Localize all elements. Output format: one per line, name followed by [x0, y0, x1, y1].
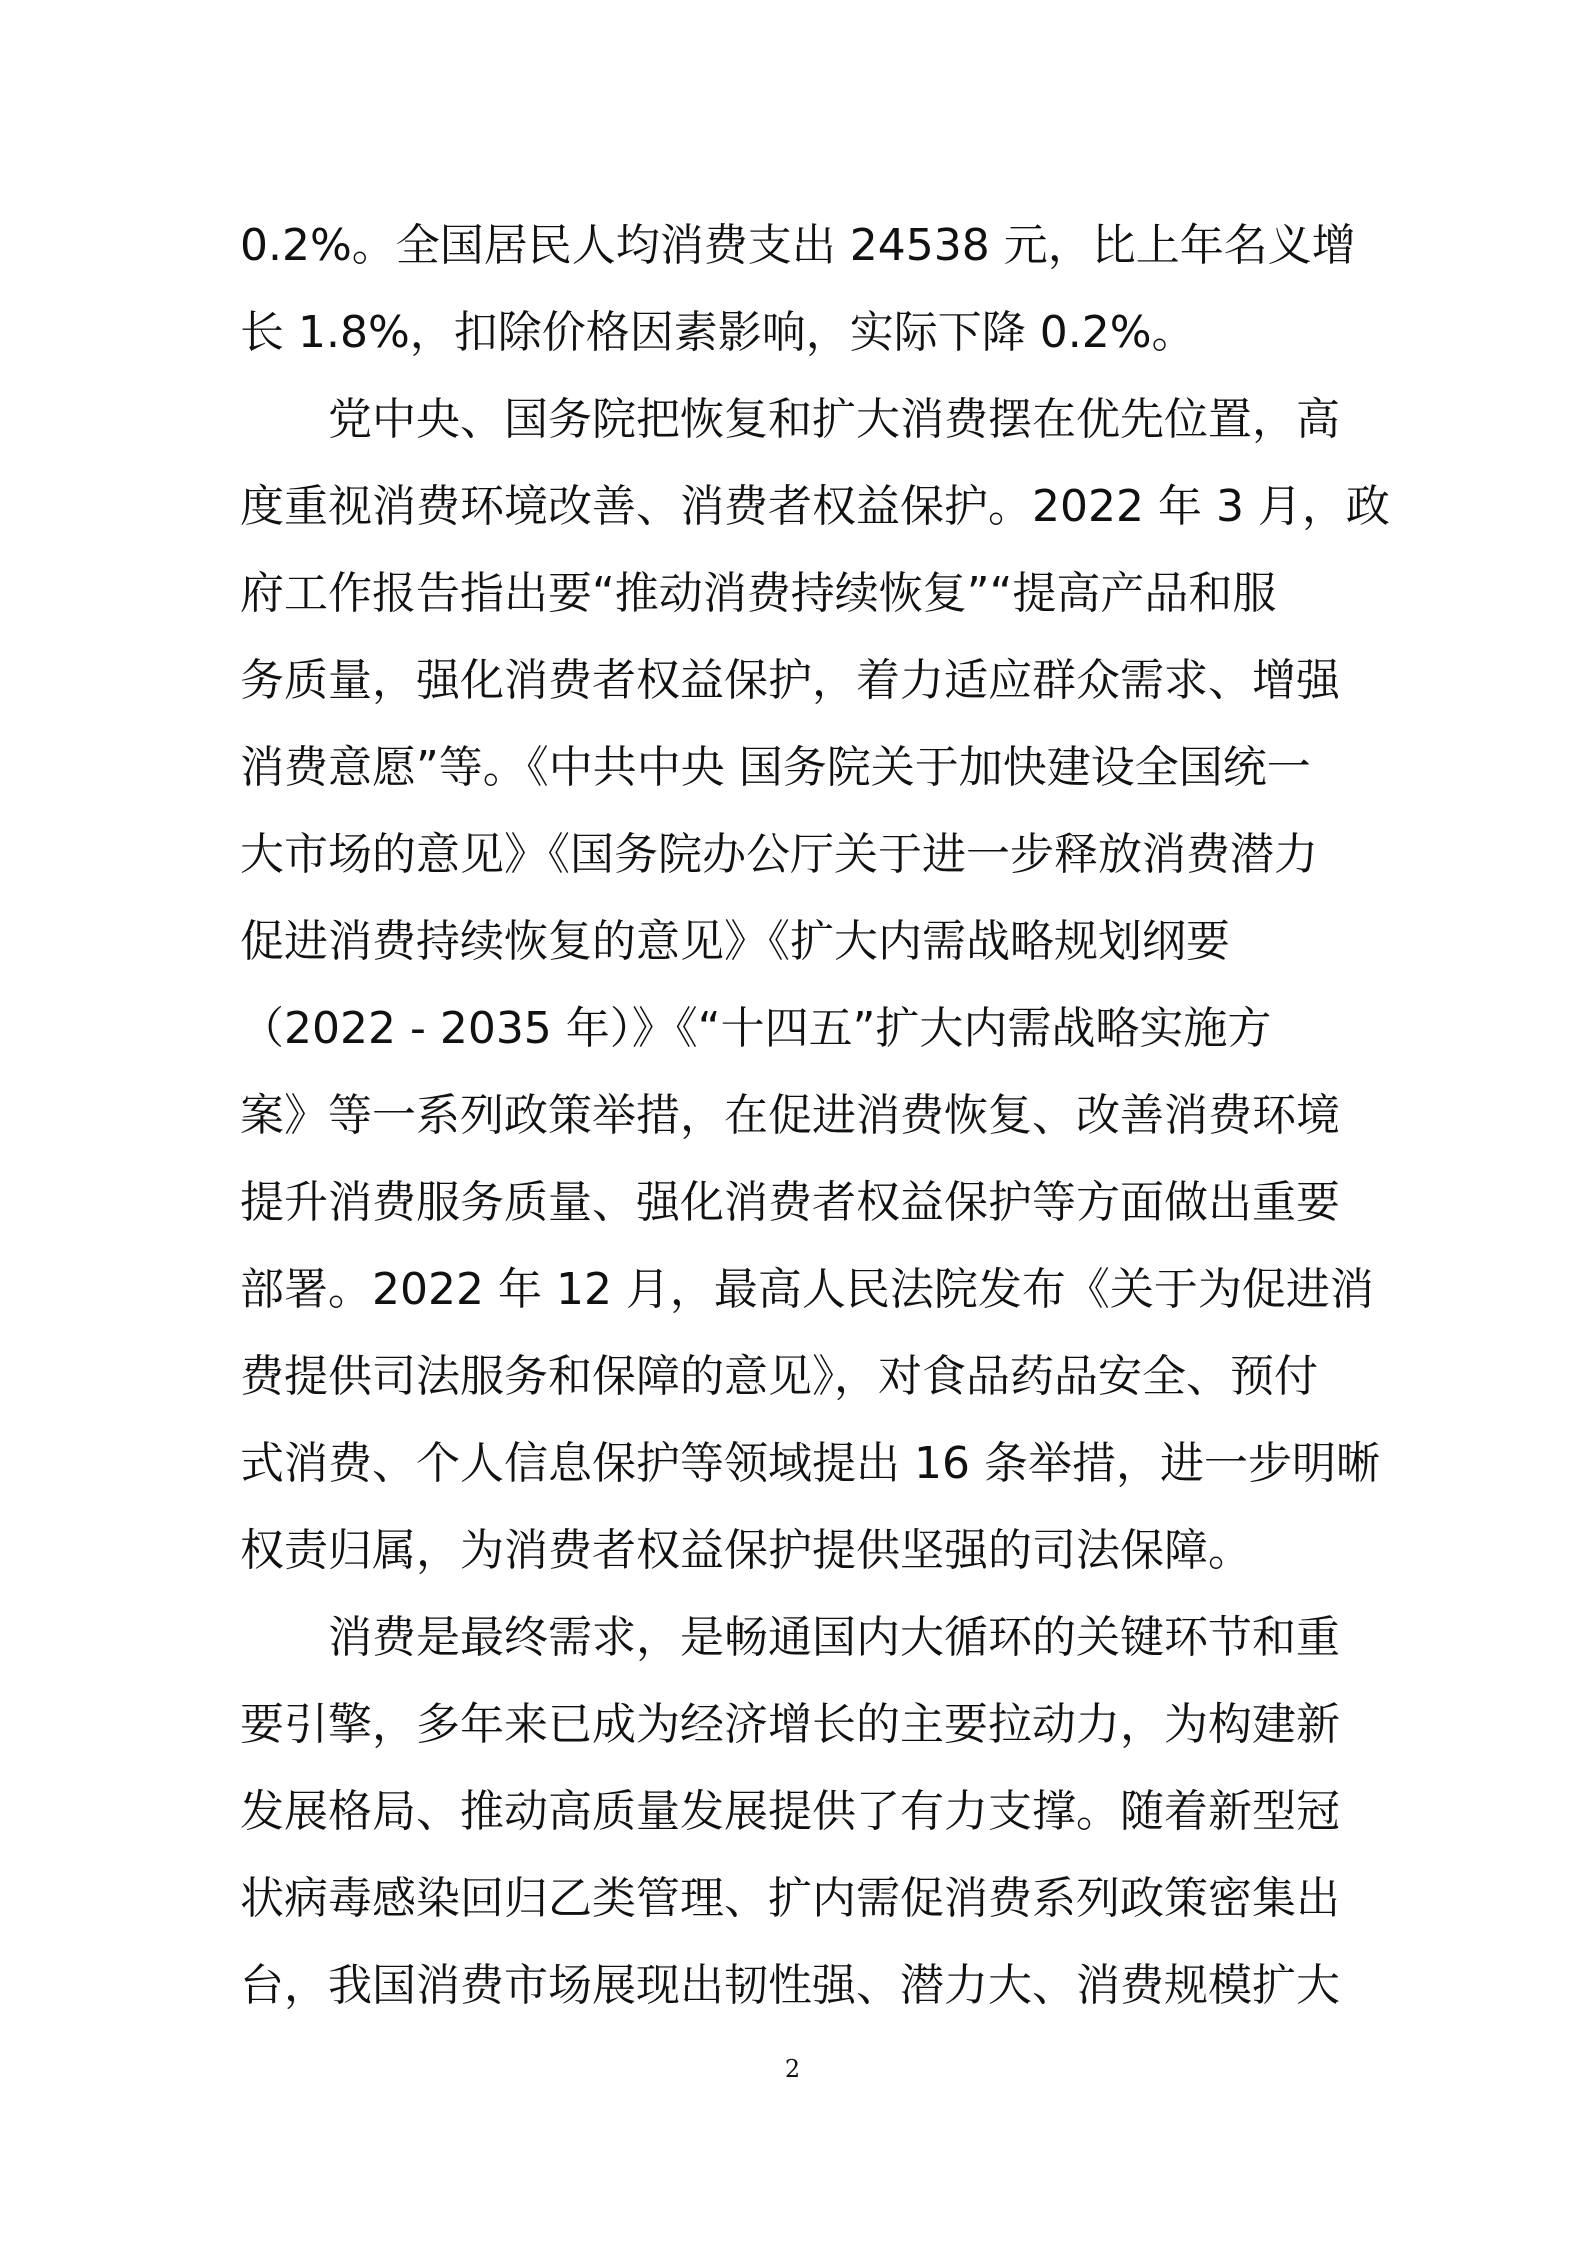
text-line: 务质量，强化消费者权益保护，着力适应群众需求、增强 [240, 655, 1340, 706]
body-text [240, 202, 1390, 2029]
text-line: （2022 - 2035 年）》《“十四五”扩大内需战略实施方 [240, 1003, 1272, 1054]
text-line: 权责归属，为消费者权益保护提供坚强的司法保障。 [240, 1525, 1252, 1576]
text-line: 台，我国消费市场展现出韧性强、潜力大、消费规模扩大 [240, 1960, 1340, 2011]
text-line: 0.2%。全国居民人均消费支出 24538 元，比上年名义增 [240, 220, 1356, 271]
text-line: 提升消费服务质量、强化消费者权益保护等方面做出重要 [240, 1177, 1340, 1228]
text-line: 消费意愿”等。《中共中央 国务院关于加快建设全国统一 [240, 742, 1311, 793]
text-line: 发展格局、推动高质量发展提供了有力支撑。随着新型冠 [240, 1786, 1340, 1837]
text-line: 状病毒感染回归乙类管理、扩内需促消费系列政策密集出 [240, 1873, 1340, 1924]
text-line: 长 1.8%，扣除价格因素影响，实际下降 0.2%。 [240, 307, 1196, 358]
page-number: 2 [784, 2055, 801, 2083]
text-line: 式消费、个人信息保护等领域提出 16 条举措，进一步明晰 [240, 1438, 1380, 1489]
text-line: 费提供司法服务和保障的意见》，对食品药品安全、预付 [240, 1351, 1318, 1402]
text-line: 大市场的意见》《国务院办公厅关于进一步释放消费潜力 [240, 829, 1318, 880]
text-line: 促进消费持续恢复的意见》《扩大内需战略规划纲要 [240, 916, 1230, 967]
paragraph-start-line: 消费是最终需求，是畅通国内大循环的关键环节和重 [328, 1612, 1340, 1663]
text-line: 案》等一系列政策举措，在促进消费恢复、改善消费环境 [240, 1090, 1340, 1141]
text-line: 府工作报告指出要“推动消费持续恢复”“提高产品和服 [240, 568, 1277, 619]
text-line: 要引擎，多年来已成为经济增长的主要拉动力，为构建新 [240, 1699, 1340, 1750]
text-line: 度重视消费环境改善、消费者权益保护。2022 年 3 月，政 [240, 481, 1390, 532]
text-line: 部署。2022 年 12 月，最高人民法院发布《关于为促进消 [240, 1264, 1374, 1315]
paragraph-start-line: 党中央、国务院把恢复和扩大消费摆在优先位置，高 [328, 394, 1340, 445]
